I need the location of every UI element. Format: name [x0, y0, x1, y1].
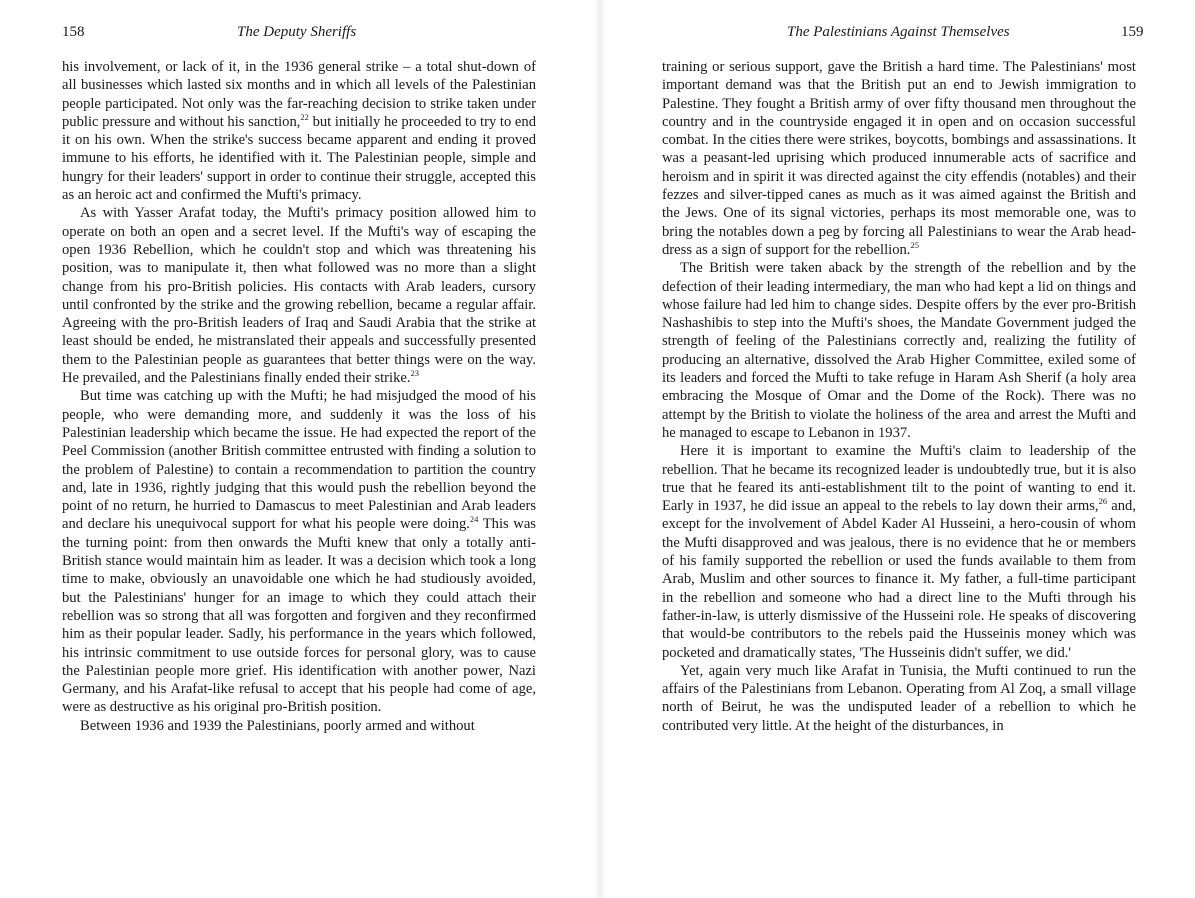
page-number: 158 [62, 24, 85, 40]
running-head: The Deputy Sheriffs [237, 24, 357, 40]
paragraph: But time was catching up with the Mufti; he had misjudged the mood of his people, who were demanding more, and suddenly it was the loss of his Palestinian leadership which became the issue. He had expected the report of the Peel Commission (another British committee entrusted with finding a solution to the problem of Palestine) to contain a recommendation to partition the country and, late in 1936, rightly judging that this would push the rebellion beyond the point of no return, he hurried to Damascus to meet Palestinian and Arab leaders and declare his unequivocal support for what his people were doing.$^{24}$ This was the turning point: from then onwards the Mufti knew that only a totally anti-British stance would maintain him as leader. It was a decision which took a long time to make, obviously an unavoidable one which he had studiously avoided, but the Palestinians' hunger for an image to which they could attach their rebellion was so strong that all was forgotten and forgiven and they reconfirmed him as their popular leader. Sadly, his performance in the years which followed, his intrinsic commitment to use outside forces for personal glory, was to cause the Palestinian people more grief. His identification with another power, Nazi Germany, and his Arafat-like refusal to accept that his people had come of age, were as destructive as his original pro-British position. [62, 388, 536, 716]
paragraph: training or serious support, gave the British a hard time. The Palestinians' most important demand was that the British put an end to Jewish immigration to Palestine. They fought a British army of over fifty thousand men throughout the country and in the countryside engaged it in open and on occasion successful combat. In the cities there were strikes, boycotts, bombings and assassinations. It was a peasant-led uprising which produced innumerable acts of sacrifice and heroism and in spirit it was directed against the city effendis (notables) and their fezzes and silver-tipped canes as much as it was aimed against the British and the Jews. One of its signal victories, perhaps its most memorable one, was to bring the notables down a peg by forcing all Palestinians to wear the Arab head-dress as a sign of support for the rebellion.$^{25}$ [662, 59, 1136, 258]
footnote-ref[interactable]: 23 [410, 368, 420, 379]
paragraph: As with Yasser Arafat today, the Mufti's primacy position allowed him to operate on both an open and a secret level. If the Mufti's way of escaping the open 1936 Rebellion, which he couldn't stop and which was threatening his position, was to manipulate it, then what followed was no more than a slight change from his pro-British policies. His contacts with Arab leaders, cursory until confronted by the strike and the growing rebellion, became a regular affair. Agreeing with the pro-British leaders of Iraq and Saudi Arabia that the strike at least should be ended, he mistranslated their appeals and successfully presented them to the Palestinian people as guarantees that better things were on the way. He prevailed, and the Palestinians finally ended their strike.$^{23}$ [62, 205, 536, 387]
paragraph: his involvement, or lack of it, in the 1936 general strike – a total shut-down of all businesses which lasted six months and in which all levels of the Palestinian people participated. Not only was the far-reaching decision to strike taken under public pressure and without his sanction,$^{22}$ but initially he proceeded to try to end it on his own. When the strike's success became apparent and ending it proved immune to his efforts, he identified with it. The Palestinian people, simple and hungry for their leaders' support in order to continue their struggle, accepted this as an heroic act and confirmed the Mufti's primacy. [62, 59, 537, 204]
paragraph: Between 1936 and 1939 the Palestinians, poorly armed and without [80, 717, 475, 734]
paragraph: Yet, again very much like Arafat in Tunisia, the Mufti continued to run the affairs of the Palestinians from Lebanon. Operating from Al Zoq, a small village north of Beirut, he was the undisputed leader of a rebellion to which he contributed very little. At the height of the disturbances, in [662, 662, 1136, 734]
body-text [662, 58, 1136, 735]
footnote-ref[interactable]: 25 [910, 240, 919, 251]
page-number: 159 [1121, 24, 1144, 40]
footnote-ref[interactable]: 22 [300, 112, 309, 123]
footnote-ref[interactable]: 24 [469, 514, 479, 525]
running-head: The Palestinians Against Themselves [787, 24, 1010, 40]
paragraph: Here it is important to examine the Mufti's claim to leadership of the rebellion. That he became its recognized leader is undoubtedly true, but it is also true that he feared its anti-establishment tilt to the point of wanting to end it. Early in 1937, he did issue an appeal to the rebels to lay down their arms,$^{26}$ and, except for the involvement of Abdel Kader Al Husseini, a hero-cousin of whom the Mufti disapproved and was jealous, there is no evidence that he or members of his family supported the rebellion or used the funds available to them from Arab, Muslim and other sources to finance it. My father, a full-time participant in the rebellion and someone who had a direct line to the Mufti through his father-in-law, is utterly dismissive of the Husseini role. He speaks of discovering that would-be contributors to the rebels paid the Husseinis money which was pocketed and dramatically states, 'The Husseinis didn't suffer, we did.' [662, 443, 1136, 661]
body-text [62, 58, 536, 735]
paragraph: The British were taken aback by the strength of the rebellion and by the defection of their leading intermediary, the man who had kept a lid on things and whose failure had led him to change sides. Despite offers by the ever pro-British Nashashibis to step into the Mufti's shoes, the Mandate Government judged the strength of feeling of the Palestinians correctly and, realizing the futility of producing an alternative, dissolved the Arab Higher Committee, exiled some of its leaders and forced the Mufti to take refuge in Haram Ash Sherif (a holy area embracing the Mosque of Omar and the Dome of the Rock). There was no attempt by the British to violate the holiness of the area and arrest the Mufti and he managed to escape to Lebanon in 1937. [662, 260, 1136, 441]
right-page [600, 0, 1195, 898]
footnote-ref[interactable]: 26 [1098, 496, 1108, 507]
